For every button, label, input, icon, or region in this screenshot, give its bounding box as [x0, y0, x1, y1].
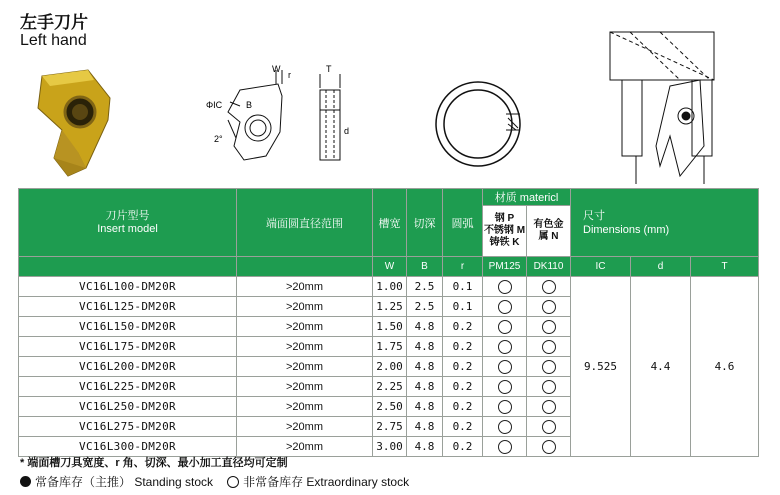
cell-dk — [527, 317, 571, 337]
cell-dk — [527, 297, 571, 317]
cell-model: VC16L150-DM20R — [19, 317, 237, 337]
table-row — [19, 277, 759, 297]
cell-w: 1.75 — [373, 337, 407, 357]
cell-w: 3.00 — [373, 437, 407, 457]
label-d: d — [344, 126, 350, 136]
cell-range: >20mm — [237, 437, 373, 457]
cell-r: 0.1 — [443, 277, 483, 297]
cell-model: VC16L275-DM20R — [19, 417, 237, 437]
insert-spec-table — [18, 188, 759, 457]
cell-dk — [527, 337, 571, 357]
cell-range: >20mm — [237, 337, 373, 357]
open-circle-icon — [498, 340, 512, 354]
open-circle-icon — [498, 280, 512, 294]
cell-pm — [483, 337, 527, 357]
cell-b: 4.8 — [407, 437, 443, 457]
cell-w: 1.50 — [373, 317, 407, 337]
face-groove-drawing — [428, 74, 528, 174]
cell-dim-t: 4.6 — [691, 277, 759, 457]
open-circle-icon — [542, 340, 556, 354]
open-circle-icon — [542, 360, 556, 374]
legend-standard: 常备库存（主推） Standing stock — [35, 475, 214, 489]
cell-range: >20mm — [237, 317, 373, 337]
cell-dk — [527, 417, 571, 437]
label-angle: 2° — [214, 134, 223, 144]
cell-w: 1.00 — [373, 277, 407, 297]
cell-model: VC16L250-DM20R — [19, 397, 237, 417]
cell-r: 0.2 — [443, 377, 483, 397]
cell-range: >20mm — [237, 417, 373, 437]
cell-dk — [527, 377, 571, 397]
letter-d: d — [631, 257, 691, 277]
cell-model: VC16L200-DM20R — [19, 357, 237, 377]
cell-model: VC16L300-DM20R — [19, 437, 237, 457]
cell-r: 0.1 — [443, 297, 483, 317]
cell-pm — [483, 437, 527, 457]
insert-photo-image — [28, 68, 138, 178]
cell-pm — [483, 317, 527, 337]
open-circle-icon — [542, 380, 556, 394]
cell-b: 4.8 — [407, 317, 443, 337]
cell-pm — [483, 277, 527, 297]
cell-r: 0.2 — [443, 317, 483, 337]
header-model: 刀片型号 Insert model — [19, 189, 237, 257]
cell-model: VC16L125-DM20R — [19, 297, 237, 317]
open-circle-icon — [542, 400, 556, 414]
cell-range: >20mm — [237, 357, 373, 377]
cell-r: 0.2 — [443, 397, 483, 417]
cell-model: VC16L225-DM20R — [19, 377, 237, 397]
letter-t: T — [691, 257, 759, 277]
header-dimensions: 尺寸 Dimensions (mm) — [571, 189, 759, 257]
legend-extra: 非常备库存 Extraordinary stock — [243, 475, 410, 489]
letter-ic: IC — [571, 257, 631, 277]
header-material: 材质 matericl — [483, 189, 571, 206]
label-b: B — [246, 100, 253, 110]
letter-b: B — [407, 257, 443, 277]
cell-model: VC16L175-DM20R — [19, 337, 237, 357]
cell-r: 0.2 — [443, 437, 483, 457]
cell-b: 4.8 — [407, 337, 443, 357]
label-phi-ic: ΦIC — [206, 100, 223, 110]
open-circle-icon — [498, 360, 512, 374]
cell-w: 2.50 — [373, 397, 407, 417]
open-circle-icon — [498, 380, 512, 394]
cell-pm — [483, 297, 527, 317]
cell-r: 0.2 — [443, 417, 483, 437]
cell-b: 4.8 — [407, 417, 443, 437]
cell-dim-ic: 9.525 — [571, 277, 631, 457]
letter-dk: DK110 — [527, 257, 571, 277]
header-depth: 切深 — [407, 189, 443, 257]
cell-dk — [527, 277, 571, 297]
customization-note: * 端面槽刀具宽度、r 角、切深、最小加工直径均可定制 — [20, 457, 288, 469]
cell-b: 2.5 — [407, 297, 443, 317]
filled-circle-icon — [20, 476, 31, 487]
cell-r: 0.2 — [443, 337, 483, 357]
open-circle-icon — [498, 420, 512, 434]
cell-range: >20mm — [237, 297, 373, 317]
cell-dk — [527, 437, 571, 457]
open-circle-icon — [498, 400, 512, 414]
cell-pm — [483, 357, 527, 377]
cell-dk — [527, 397, 571, 417]
header-width: 槽宽 — [373, 189, 407, 257]
letter-blank-model — [19, 257, 237, 277]
cell-b: 4.8 — [407, 397, 443, 417]
open-circle-icon — [542, 420, 556, 434]
cell-b: 2.5 — [407, 277, 443, 297]
label-w: W — [272, 64, 281, 74]
cell-range: >20mm — [237, 277, 373, 297]
cell-dk — [527, 357, 571, 377]
header-range: 端面圆直径范围 — [237, 189, 373, 257]
cell-model: VC16L100-DM20R — [19, 277, 237, 297]
cell-w: 1.25 — [373, 297, 407, 317]
cell-dim-d: 4.4 — [631, 277, 691, 457]
stock-legend — [20, 473, 409, 490]
cell-pm — [483, 417, 527, 437]
letter-blank-range — [237, 257, 373, 277]
header-steel: 钢 P 不锈钢 M 铸铁 K — [483, 206, 527, 257]
open-circle-icon — [498, 300, 512, 314]
cell-w: 2.00 — [373, 357, 407, 377]
open-circle-icon — [542, 300, 556, 314]
letter-r: r — [443, 257, 483, 277]
open-circle-icon — [542, 320, 556, 334]
label-r: r — [288, 70, 291, 80]
cell-range: >20mm — [237, 377, 373, 397]
letter-w: W — [373, 257, 407, 277]
open-circle-icon — [542, 280, 556, 294]
letter-pm: PM125 — [483, 257, 527, 277]
cell-w: 2.75 — [373, 417, 407, 437]
title-en: Left hand — [20, 32, 87, 49]
cell-b: 4.8 — [407, 357, 443, 377]
holder-setup-drawing — [600, 26, 720, 186]
open-circle-icon — [498, 320, 512, 334]
insert-technical-drawing — [200, 62, 370, 182]
title-cn: 左手刀片 — [20, 13, 88, 32]
label-t: T — [326, 64, 332, 74]
open-circle-icon — [542, 440, 556, 454]
cell-pm — [483, 397, 527, 417]
cell-b: 4.8 — [407, 377, 443, 397]
header-nonferrous: 有色金 属 N — [527, 206, 571, 257]
cell-range: >20mm — [237, 397, 373, 417]
open-circle-icon — [498, 440, 512, 454]
open-circle-icon — [227, 476, 239, 488]
header-radius: 圆弧 — [443, 189, 483, 257]
cell-r: 0.2 — [443, 357, 483, 377]
cell-w: 2.25 — [373, 377, 407, 397]
cell-pm — [483, 377, 527, 397]
